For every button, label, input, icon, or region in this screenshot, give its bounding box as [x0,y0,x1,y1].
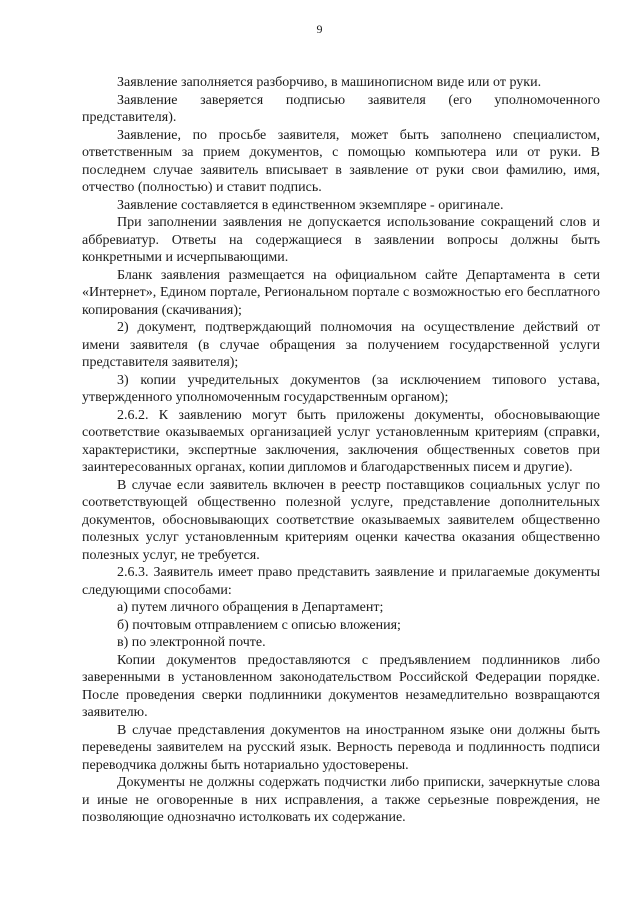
document-body [82,74,600,827]
list-item: а) путем личного обращения в Департамент; [117,600,384,615]
paragraph: В случае если заявитель включен в реестр поставщиков социальных услуг по соответствующей общественно полезной услуге, представление дополнительных документов, обосновывающих соответствие оказываемых заявителем общественно полезных услуг установленным критериям оценки качества оказания общественно полезных услуг, не требуется. [82,477,600,563]
paragraph: Заявление заверяется подписью заявителя (его уполномоченного представителя). [82,92,600,125]
paragraph: 2.6.3. Заявитель имеет право представить заявление и прилагаемые документы следующими способами: [82,565,600,598]
paragraph: 3) копии учредительных документов (за исключением типового устава, утвержденного уполномоченным государственным органом); [82,372,600,405]
paragraph: Копии документов предоставляются с предъявлением подлинников либо заверенными в установленном законодательством Российской Федерации порядке. После проведения сверки подлинники документов незамедлительно возвращаются заявителю. [82,652,600,720]
list-item: б) почтовым отправлением с описью вложения; [117,617,401,633]
paragraph: Бланк заявления размещается на официальном сайте Департамента в сети «Интернет», Едином портале, Региональном портале с возможностью его бесплатного копирования (скачивания); [82,267,600,318]
page-number: 9 [316,22,323,36]
paragraph: 2.6.2. К заявлению могут быть приложены документы, обосновывающие соответствие оказываемых организацией услуг установленным критериям (справки, характеристики, экспертные заключения, заключения общественных советов при заинтересованных органах, копии дипломов и благодарственных писем и другие). [82,407,600,475]
paragraph: При заполнении заявления не допускается использование сокращений слов и аббревиатур. Ответы на содержащиеся в заявлении вопросы должны быть конкретными и исчерпывающими. [82,215,600,265]
list-item: в) по электронной почте. [117,635,266,650]
paragraph: Документы не должны содержать подчистки либо приписки, зачеркнутые слова и иные не оговоренные в них исправления, а также серьезные повреждения, не позволяющие однозначно истолковать их содержание. [82,775,600,825]
paragraph: Заявление заполняется разборчиво, в машинописном виде или от руки. [117,75,542,90]
paragraph: Заявление составляется в единственном экземпляре - оригинале. [117,197,504,213]
paragraph: 2) документ, подтверждающий полномочия на осуществление действий от имени заявителя (в случае обращения за получением государственной услуги представителя заявителя); [82,320,600,370]
paragraph: В случае представления документов на иностранном языке они должны быть переведены заявителем на русский язык. Верность перевода и подлинность подписи переводчика должны быть нотариально удостоверены. [82,722,600,773]
paragraph: Заявление, по просьбе заявителя, может быть заполнено специалистом, ответственным за прием документов, с помощью компьютера или от руки. В последнем случае заявитель вписывает в заявление от руки свои фамилию, имя, отчество (полностью) и ставит подпись. [82,127,600,195]
